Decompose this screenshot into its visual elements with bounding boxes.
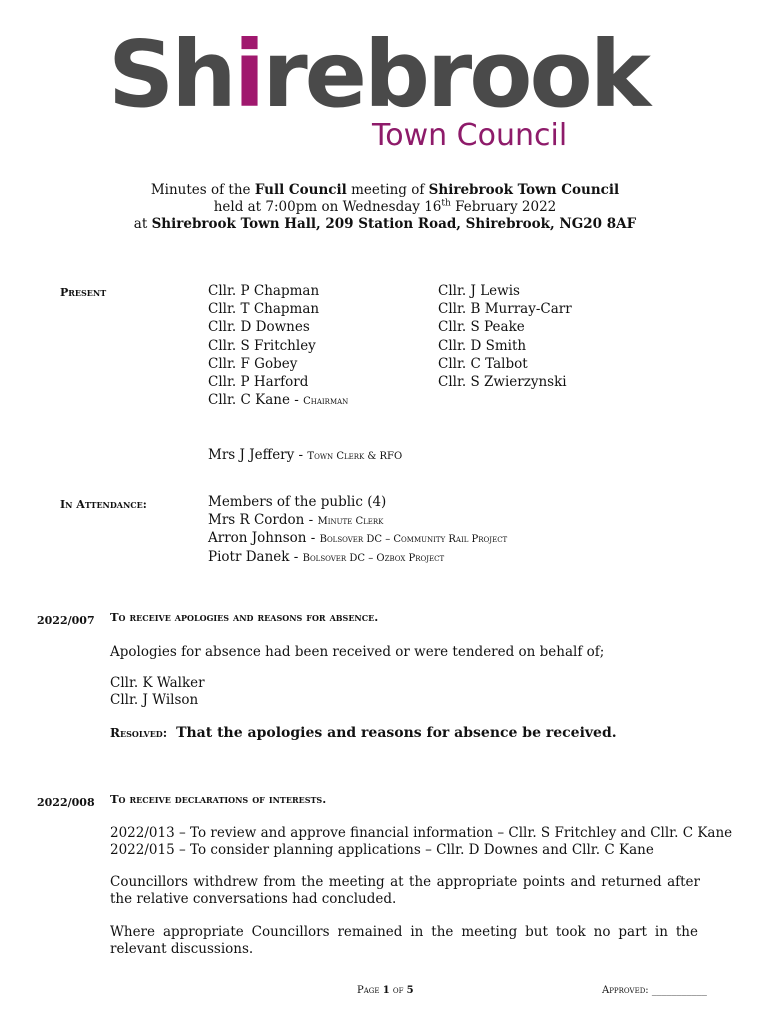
- resolution-text: That the apologies and reasons for absence be received.: [176, 725, 617, 741]
- minute-number: 2022/007: [37, 614, 95, 627]
- apologies-list: [110, 675, 205, 709]
- declaration-entry: 2022/015 – To consider planning applications – Cllr. D Downes and Cllr. C Kane: [110, 842, 654, 858]
- page-total: 5: [406, 985, 414, 996]
- clerk-entry: [208, 446, 402, 466]
- declaration-entry: 2022/013 – To review and approve financial information – Cllr. S Fritchley and Cllr. C Kane: [110, 825, 733, 841]
- present-column-1: [208, 282, 348, 411]
- logo-prefix: Sh: [108, 21, 234, 128]
- header-line-3: [0, 216, 770, 233]
- declarations-list: [110, 825, 732, 859]
- attendee-name: Mrs J Jeffery -: [208, 447, 308, 463]
- page-current: 1: [382, 985, 390, 996]
- present-label: Present: [60, 286, 107, 299]
- attendee: Cllr. S Zwierzynski: [438, 374, 567, 391]
- apology-entry: Cllr. K Walker: [110, 675, 205, 691]
- attendee-role: Town Clerk & RFO: [307, 451, 403, 462]
- minute-number: 2022/008: [37, 796, 95, 809]
- header-venue: Shirebrook Town Hall, 209 Station Road, Shirebrook, NG20 8AF: [151, 216, 637, 232]
- header-date-suffix: th: [441, 198, 451, 209]
- header-text: Minutes of the: [150, 182, 255, 198]
- page-of: of: [392, 985, 404, 996]
- header-text: at: [133, 216, 152, 232]
- apology-entry: Cllr. J Wilson: [110, 692, 199, 708]
- header-date-text: held at 7:00pm on Wednesday 16: [213, 199, 442, 215]
- attendee: Cllr. F Gobey: [208, 355, 298, 372]
- header-line-1: [0, 182, 770, 199]
- header-line-2: [0, 199, 770, 216]
- resolution-label: Resolved:: [110, 726, 168, 740]
- attendance-item: [208, 530, 507, 549]
- attendance-list: [208, 494, 507, 567]
- attendee: Cllr. D Smith: [438, 337, 527, 354]
- attendee: Cllr. S Fritchley: [208, 337, 316, 354]
- attendee-name: Mrs R Cordon -: [208, 511, 318, 528]
- attendee-name: Piotr Danek -: [208, 548, 303, 565]
- attendee-role: Bolsover DC – Ozbox Project: [302, 552, 445, 564]
- chairman-entry: [208, 391, 348, 411]
- logo-wordmark: [108, 20, 668, 130]
- attendance-item: [208, 549, 507, 568]
- attendance-item: [208, 494, 507, 512]
- attendee-role: Minute Clerk: [317, 515, 384, 527]
- approved-label: Approved:: [602, 985, 649, 996]
- header-text: meeting of: [346, 182, 429, 198]
- attendee-name: Arron Johnson -: [208, 530, 320, 546]
- attendee-role: Bolsover DC – Community Rail Project: [319, 534, 508, 545]
- header-date-text: February 2022: [450, 199, 557, 215]
- logo-accent-letter: i: [233, 21, 263, 128]
- approved-signature-line: ___________: [651, 985, 707, 996]
- present-column-2: [438, 282, 572, 391]
- header-meeting-type: Full Council: [254, 182, 347, 198]
- attendee: Cllr. D Downes: [208, 319, 310, 336]
- declarations-paragraph-1: Councillors withdrew from the meeting at the appropriate points and returned after the relative conversations had concluded.: [110, 874, 700, 907]
- attendee: Cllr. P Chapman: [208, 283, 320, 299]
- page-label: Page: [357, 985, 380, 996]
- attendee-role: Chairman: [303, 396, 349, 408]
- logo-suffix: rebrook: [262, 21, 648, 128]
- minute-heading: To receive declarations of interests.: [110, 792, 327, 806]
- page-number: [357, 985, 414, 996]
- meeting-header: [0, 182, 770, 233]
- approval-line: [602, 985, 707, 996]
- attendee: Cllr. S Peake: [438, 319, 525, 336]
- attendee: Cllr. P Harford: [208, 374, 309, 391]
- header-council-name: Shirebrook Town Council: [428, 182, 620, 198]
- resolution: [110, 725, 617, 741]
- attendee: Cllr. C Talbot: [438, 355, 528, 372]
- attendee: Cllr. J Lewis: [438, 283, 520, 299]
- attendance-item: [208, 512, 507, 531]
- attendance-label: In Attendance:: [60, 498, 147, 511]
- minute-heading: To receive apologies and reasons for absence.: [110, 610, 379, 624]
- attendee: Cllr. T Chapman: [208, 301, 320, 318]
- attendee: Cllr. B Murray-Carr: [438, 301, 572, 318]
- attendee-name: Cllr. C Kane -: [208, 392, 304, 409]
- declarations-paragraph-2: Where appropriate Councillors remained in the meeting but took no part in the relevant discussions.: [110, 924, 698, 957]
- apologies-intro: Apologies for absence had been received or were tendered on behalf of;: [110, 644, 605, 660]
- logo-subtitle: Town Council: [372, 118, 568, 153]
- attendee-name: Members of the public (4): [208, 494, 387, 510]
